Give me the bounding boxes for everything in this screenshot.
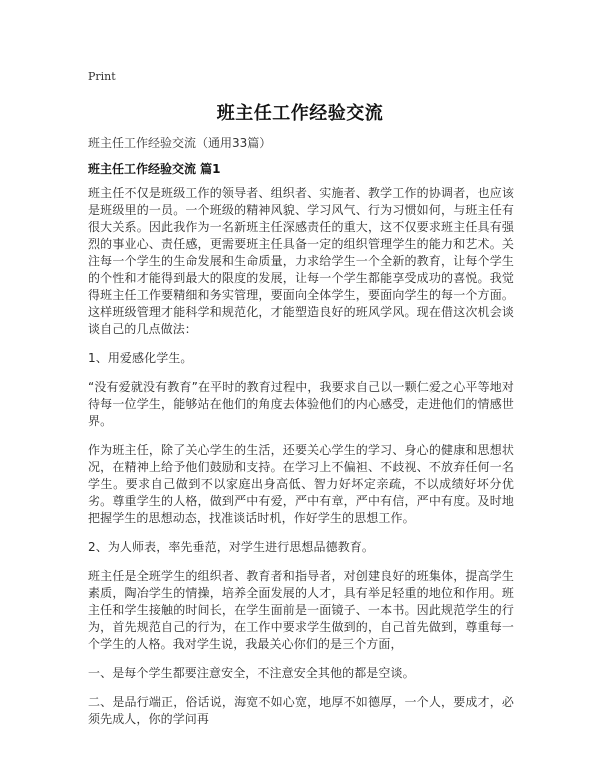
paragraph-point-1: 1、用爱感化学生。 [88, 351, 193, 365]
document-body [88, 185, 514, 740]
paragraph-love-education: “没有爱就没有教育”在平时的教育过程中，我要求自己以一颗仁爱之心平等地对待每一位学生，能够站在他们的角度去体验他们的内心感受，走进他们的情感世界。 [88, 380, 514, 428]
paragraph-role-model: 班主任是全班学生的组织者、教育者和指导者，对创建良好的班集体，提高学生素质，陶冶学生的情操，培养全面发展的人才，具有举足轻重的地位和作用。班主任和学生接触的时间长，在学生面前是一面镜子、一本书。因此规范学生的行为，首先规范自己的行为，在工作中要求学生做到的，自己首先做到，尊重每一个学生的人格。我对学生说，我最关心你们的是三个方面， [88, 569, 514, 651]
paragraph-care-students: 作为班主任，除了关心学生的生活，还要关心学生的学习、身心的健康和思想状况，在精神上给予他们鼓励和支持。在学习上不偏袒、不歧视、不放弃任何一名学生。要求自己做到不以家庭出身高低、智力好坏定亲疏，不以成绩好坏分优劣。尊重学生的人格，做到严中有爱，严中有章，严中有信，严中有度。及时地把握学生的思想动态，找准谈话时机，作好学生的思想工作。 [88, 443, 514, 525]
section-heading: 班主任工作经验交流 篇1 [88, 162, 221, 176]
paragraph-character: 二、是品行端正，俗话说，海宽不如心宽，地厚不如德厚，一个人，要成才，必须先成人，你的学问再 [88, 695, 514, 726]
document-title: 班主任工作经验交流 [216, 103, 384, 124]
paragraph-safety: 一、是每个学生都要注意安全，不注意安全其他的都是空谈。 [88, 666, 415, 680]
paragraph-intro: 班主任不仅是班级工作的领导者、组织者、实施者、教学工作的协调者，也应该是班级里的一员。一个班级的精神风貌、学习风气、行为习惯如何，与班主任有很大关系。因此我作为一名新班主任深感责任的重大，这不仅要求班主任具有强烈的事业心、责任感，更需要班主任具备一定的组织管理学生的能力和艺术。关注每一个学生的生命发展和生命质量，力求给学生一个全新的教育，让每个学生的个性和才能得到最大的限度的发展，让每一个学生都能享受成功的喜悦。我觉得班主任工作要精细和务实管理，要面向全体学生，要面向学生的每一个方面。这样班级管理才能科学和规范化，才能塑造良好的班风学风。现在借这次机会谈谈自己的几点做法： [88, 186, 514, 336]
document-subtitle: 班主任工作经验交流（通用33篇） [88, 136, 272, 150]
paragraph-point-2: 2、为人师表，率先垂范，对学生进行思想品德教育。 [88, 540, 375, 554]
print-link[interactable]: Print [88, 70, 116, 83]
